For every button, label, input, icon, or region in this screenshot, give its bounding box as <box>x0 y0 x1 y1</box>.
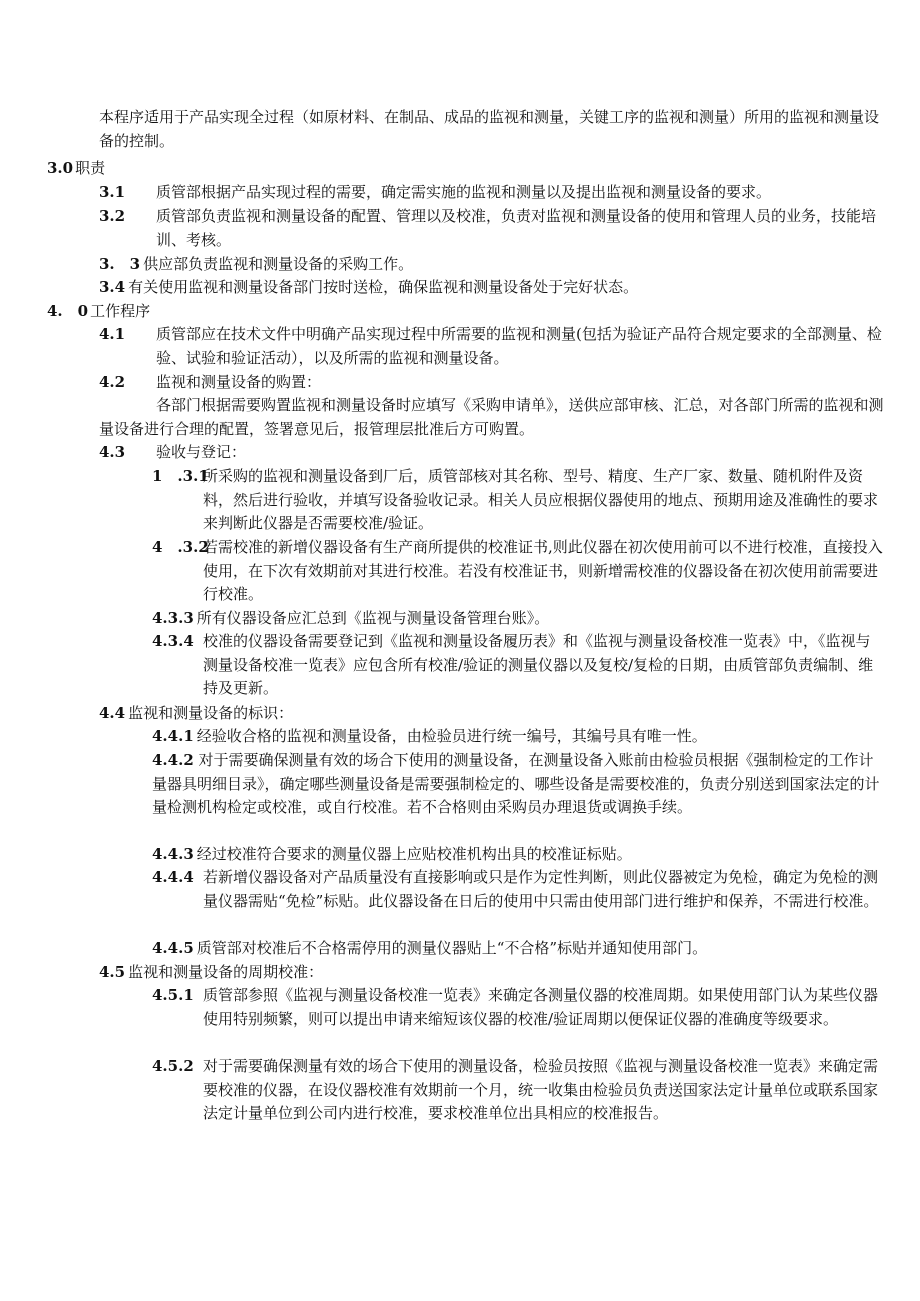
clause-text: 经过校准符合要求的测量仪器上应贴校准机构出具的校准证标贴。 <box>196 845 632 863</box>
section-3-heading <box>47 157 105 181</box>
clause-3-4 <box>99 276 884 300</box>
clause-text: 经验收合格的监视和测量设备，由检验员进行统一编号，其编号具有唯一性。 <box>196 727 707 745</box>
clause-number: 4.4.4 <box>152 868 194 886</box>
clause-text: 若新增仪器设备对产品质量没有直接影响或只是作为定性判断，则此仪器被定为免检，确定为免检的测量仪器需贴“免检”标贴。此仪器设备在日后的使用中只需由使用部门进行维护和保养，不需进行校准。 <box>203 868 879 910</box>
clause-number: 4.1 <box>99 325 126 343</box>
clause-3-3 <box>99 253 884 277</box>
clause-4-4-3 <box>152 843 884 867</box>
clause-text: 校准的仪器设备需要登记到《监视和测量设备履历表》和《监视与测量设备校准一览表》中，《监视与测量设备校准一览表》应包含所有校准/验证的测量仪器以及复校/复检的日期，由质管部负责编制、维持及更新。 <box>203 632 874 697</box>
section-number: 4. 0 <box>47 302 89 320</box>
clause-4-4-5 <box>152 937 884 961</box>
clause-title: 监视和测量设备的周期校准： <box>128 963 324 981</box>
clause-number: 4.2 <box>99 373 126 391</box>
clause-number: 4 .3.2 <box>152 538 209 556</box>
clause-4-3-3 <box>152 607 884 631</box>
clause-number: 4.5.1 <box>152 986 194 1004</box>
clause-text: 有关使用监视和测量设备部门按时送检，确保监视和测量设备处于完好状态。 <box>128 278 639 296</box>
clause-4-5-2 <box>152 1055 884 1126</box>
clause-3-1 <box>99 181 884 205</box>
clause-title: 监视和测量设备的购置： <box>156 373 322 391</box>
clause-number: 4.3 <box>99 443 126 461</box>
clause-4-2 <box>99 371 884 395</box>
clause-4-4 <box>99 702 884 726</box>
clause-text: 质管部根据产品实现过程的需要，确定需实施的监视和测量以及提出监视和测量设备的要求。 <box>156 183 772 201</box>
clause-text: 若需校准的新增仪器设备有生产商所提供的校准证书,则此仪器在初次使用前可以不进行校准，直接投入使用，在下次有效期前对其进行校准。若没有校准证书，则新增需校准的仪器设备在初次使用前需要进行校准。 <box>203 538 883 603</box>
clause-text: 质管部参照《监视与测量设备校准一览表》来确定各测量仪器的校准周期。如果使用部门认为某些仪器使用特别频繁，则可以提出申请来缩短该仪器的校准/验证周期以便保证仪器的准确度等级要求。 <box>203 986 879 1028</box>
clause-number: 4.5 <box>99 963 126 981</box>
intro-paragraph: 本程序适用于产品实现全过程（如原材料、在制品、成品的监视和测量，关键工序的监视和测量）所用的监视和测量设备的控制。 <box>99 108 880 150</box>
clause-number: 4.4.1 <box>152 727 194 745</box>
clause-number: 3. 3 <box>99 255 141 273</box>
clause-4-5 <box>99 961 884 985</box>
clause-number: 4.4.3 <box>152 845 194 863</box>
clause-4-1 <box>99 323 884 370</box>
clause-number: 3.1 <box>99 183 126 201</box>
clause-number: 4.3.4 <box>152 632 194 650</box>
clause-number: 4.4.2 <box>152 751 194 769</box>
clause-4-5-1 <box>152 984 884 1031</box>
clause-number: 1 .3.1 <box>152 467 209 485</box>
clause-4-3-4 <box>152 630 884 701</box>
clause-number: 4.4 <box>99 704 126 722</box>
clause-4-3-1 <box>152 465 884 536</box>
clause-3-2 <box>99 205 884 252</box>
clause-number: 4.3.3 <box>152 609 194 627</box>
clause-4-3 <box>99 441 884 465</box>
clause-text: 质管部对校准后不合格需停用的测量仪器贴上“不合格”标贴并通知使用部门。 <box>196 939 708 957</box>
clause-4-3-2 <box>152 536 884 607</box>
clause-4-4-2 <box>152 749 887 820</box>
section-number: 3.0 <box>47 159 74 177</box>
clause-text: 所采购的监视和测量设备到厂后，质管部核对其名称、型号、精度、生产厂家、数量、随机附件及资料，然后进行验收，并填写设备验收记录。相关人员应根据仪器使用的地点、预期用途及准确性的要求来判断此仪器是否需要校准/验证。 <box>203 467 879 532</box>
clause-text: 供应部负责监视和测量设备的采购工作。 <box>143 255 414 273</box>
clause-number: 4.5.2 <box>152 1057 194 1075</box>
clause-number: 4.4.5 <box>152 939 194 957</box>
section-title: 工作程序 <box>90 302 151 320</box>
clause-text: 质管部负责监视和测量设备的配置、管理以及校准，负责对监视和测量设备的使用和管理人员的业务，技能培训、考核。 <box>156 207 877 249</box>
clause-number: 3.2 <box>99 207 126 225</box>
clause-title: 监视和测量设备的标识： <box>128 704 294 722</box>
clause-number: 3.4 <box>99 278 126 296</box>
section-title: 职责 <box>75 159 106 177</box>
clause-4-4-1 <box>152 725 884 749</box>
clause-text: 对于需要确保测量有效的场合下使用的测量设备，检验员按照《监视与测量设备校准一览表》来确定需要校准的仪器，在设仪器校准有效期前一个月，统一收集由检验员负责送国家法定计量单位或联系国家法定计量单位到公司内进行校准，要求校准单位出具相应的校准报告。 <box>203 1057 879 1122</box>
clause-text: 质管部应在技术文件中明确产品实现过程中所需要的监视和测量(包括为验证产品符合规定要求的全部测量、检验、试验和验证活动），以及所需的监视和测量设备。 <box>156 325 882 367</box>
clause-text: 对于需要确保测量有效的场合下使用的测量设备，在测量设备入账前由检验员根据《强制检定的工作计量器具明细目录》，确定哪些测量设备是需要强制检定的、哪些设备是需要校准的，负责分别送到国家法定的计量检测机构检定或校准，或自行校准。若不合格则由采购员办理退货或调换手续。 <box>152 751 880 816</box>
clause-text: 所有仪器设备应汇总到《监视与测量设备管理台账》。 <box>196 609 550 627</box>
clause-4-4-4 <box>152 866 884 913</box>
clause-title: 验收与登记： <box>156 443 247 461</box>
section-4-heading <box>47 300 150 324</box>
clause-4-2-body: 各部门根据需要购置监视和测量设备时应填写《采购申请单》，送供应部审核、汇总，对各部门所需的监视和测量设备进行合理的配置，签署意见后，报管理层批准后方可购置。 <box>99 396 884 438</box>
